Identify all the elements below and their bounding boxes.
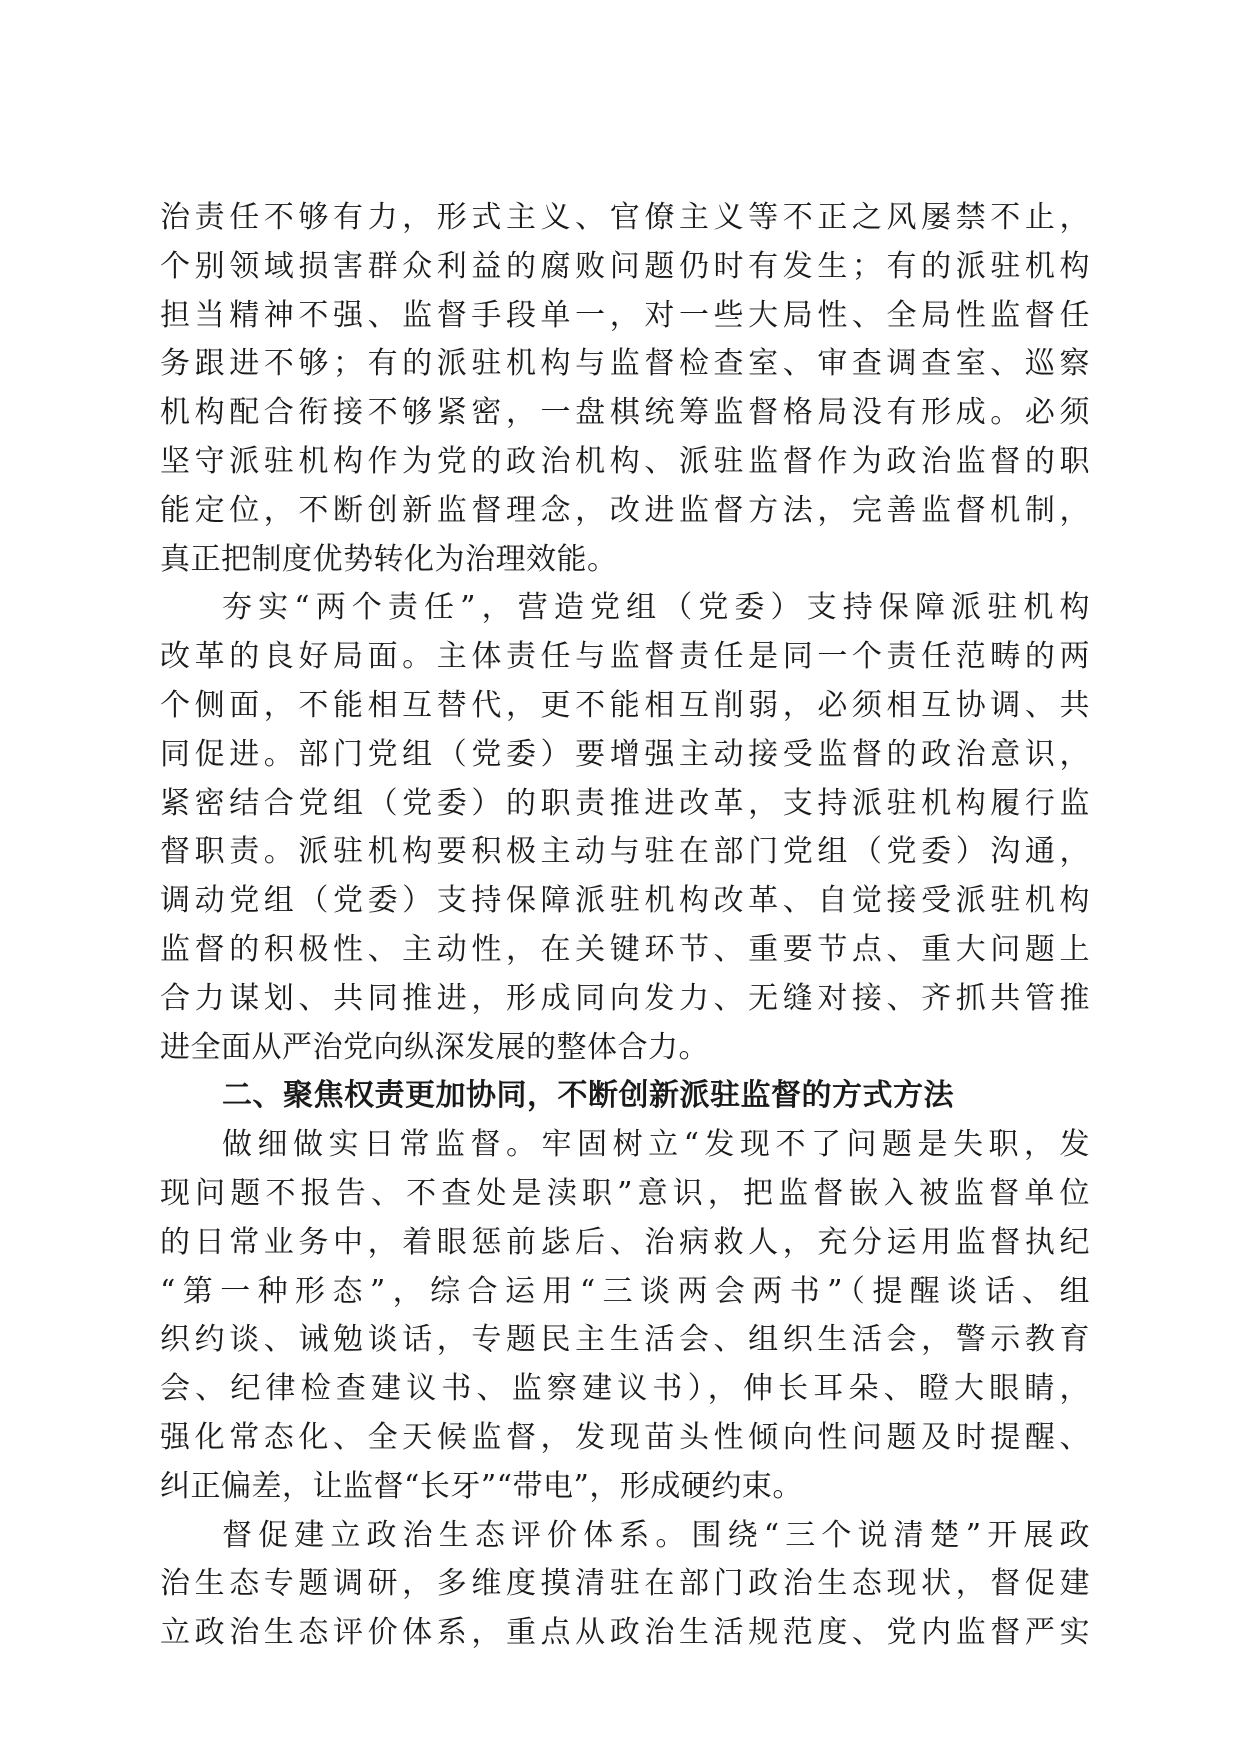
text-line: 进全面从严治党向纵深发展的整体合力。 [160, 1029, 709, 1065]
text-line: 的日常业务中，着眼惩前毖后、治病救人，充分运用监督执纪 [160, 1224, 1090, 1260]
section-heading [160, 1072, 1090, 1121]
paragraph [160, 194, 1090, 584]
text-line: 立政治生态评价体系，重点从政治生活规范度、党内监督严实 [160, 1615, 1090, 1651]
text-line: 同促进。部门党组（党委）要增强主动接受监督的政治意识， [160, 736, 1090, 772]
text-line: 监督的积极性、主动性，在关键环节、重要节点、重大问题上 [160, 931, 1090, 967]
text-line: 真正把制度优势转化为治理效能。 [160, 541, 618, 577]
text-line: 纠正偏差，让监督“长牙”“带电”，形成硬约束。 [160, 1468, 803, 1504]
text-line: 紧密结合党组（党委）的职责推进改革，支持派驻机构履行监 [160, 785, 1090, 821]
text-line: 督促建立政治生态评价体系。围绕“三个说清楚”开展政 [222, 1517, 1090, 1553]
text-line: 会、纪律检查建议书、监察建议书），伸长耳朵、瞪大眼睛， [160, 1371, 1090, 1407]
text-line: 个别领域损害群众利益的腐败问题仍时有发生；有的派驻机构 [160, 248, 1090, 284]
text-line: 担当精神不强、监督手段单一，对一些大局性、全局性监督任 [160, 297, 1090, 333]
text-line: 合力谋划、共同推进，形成同向发力、无缝对接、齐抓共管推 [160, 980, 1090, 1016]
paragraph [160, 584, 1090, 1072]
text-line: 强化常态化、全天候监督，发现苗头性倾向性问题及时提醒、 [160, 1419, 1090, 1455]
text-line: 做细做实日常监督。牢固树立“发现不了问题是失职，发 [222, 1127, 1090, 1163]
paragraph [160, 1121, 1090, 1511]
text-line: 治生态专题调研，多维度摸清驻在部门政治生态现状，督促建 [160, 1566, 1090, 1602]
document-body [160, 194, 1090, 1658]
text-line: 调动党组（党委）支持保障派驻机构改革、自觉接受派驻机构 [160, 883, 1090, 919]
text-line: 督职责。派驻机构要积极主动与驻在部门党组（党委）沟通， [160, 834, 1090, 870]
text-line: 个侧面，不能相互替代，更不能相互削弱，必须相互协调、共 [160, 687, 1090, 723]
text-line: 坚守派驻机构作为党的政治机构、派驻监督作为政治监督的职 [160, 443, 1090, 479]
text-line: 能定位，不断创新监督理念，改进监督方法，完善监督机制， [160, 492, 1090, 528]
paragraph [160, 1512, 1090, 1658]
text-line: 现问题不报告、不查处是渎职”意识，把监督嵌入被监督单位 [160, 1175, 1090, 1211]
text-line: 机构配合衔接不够紧密，一盘棋统筹监督格局没有形成。必须 [160, 395, 1090, 431]
text-line: 织约谈、诫勉谈话，专题民主生活会、组织生活会，警示教育 [160, 1322, 1090, 1358]
text-line: 改革的良好局面。主体责任与监督责任是同一个责任范畴的两 [160, 639, 1090, 675]
text-line: 治责任不够有力，形式主义、官僚主义等不正之风屡禁不止， [160, 200, 1090, 235]
heading-line: 二、聚焦权责更加协同，不断创新派驻监督的方式方法 [222, 1078, 954, 1114]
text-line: “第一种形态”，综合运用“三谈两会两书”（提醒谈话、组 [160, 1273, 1090, 1309]
text-line: 夯实“两个责任”，营造党组（党委）支持保障派驻机构 [222, 590, 1090, 626]
text-line: 务跟进不够；有的派驻机构与监督检查室、审查调查室、巡察 [160, 346, 1090, 382]
